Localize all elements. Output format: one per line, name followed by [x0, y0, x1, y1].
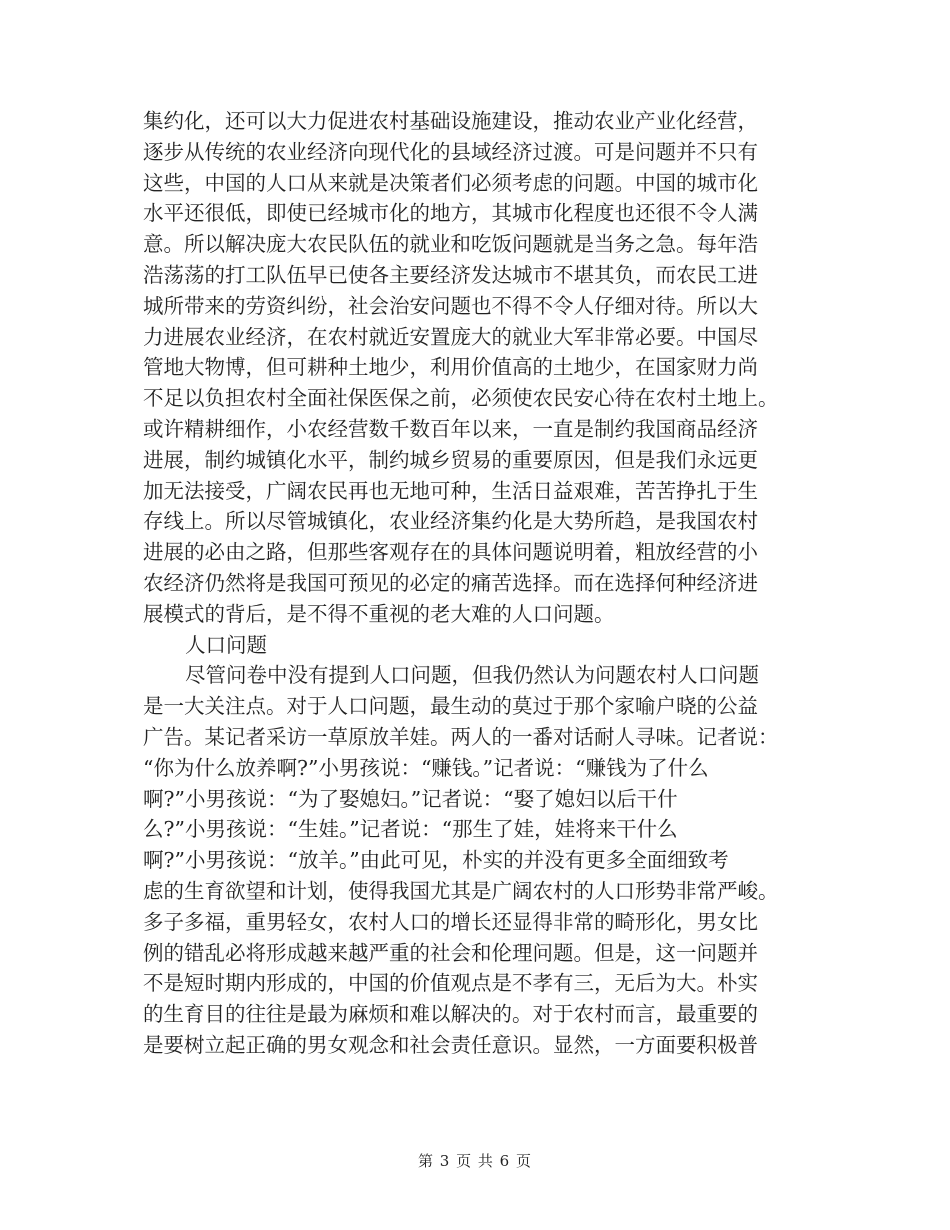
text-line: 加无法接受，广阔农民再也无地可种，生活日益艰难，苦苦挣扎于生: [143, 478, 758, 503]
text-line: 么?”小男孩说：“生娃。”记者说：“那生了娃，娃将来干什么: [143, 817, 678, 842]
text-line: 广告。某记者采访一草原放羊娃。两人的一番对话耐人寻味。记者说：: [143, 724, 779, 749]
paragraph-2: [143, 660, 808, 1060]
text-line: 意。所以解决庞大农民队伍的就业和吃饭问题就是当务之急。每年浩: [143, 232, 758, 257]
text-line: 这些，中国的人口从来就是决策者们必须考虑的问题。中国的城市化: [143, 170, 758, 195]
paragraph-1: [143, 106, 808, 630]
text-line: 虑的生育欲望和计划，使得我国尤其是广阔农村的人口形势非常严峻。: [143, 878, 779, 903]
text-line: “你为什么放养啊?”小男孩说：“赚钱。”记者说：“赚钱为了什么: [143, 755, 709, 780]
text-line: 逐步从传统的农业经济向现代化的县域经济过渡。可是问题并不只有: [143, 139, 758, 164]
text-line: 进展的必由之路，但那些客观存在的具体问题说明着，粗放经营的小: [143, 540, 758, 565]
text-line: 例的错乱必将形成越来越严重的社会和伦理问题。但是，这一问题并: [143, 940, 758, 965]
text-line: 进展，制约城镇化水平，制约城乡贸易的重要原因，但是我们永远更: [143, 447, 758, 472]
text-line: 啊?”小男孩说：“放羊。”由此可见，朴实的并没有更多全面细致考: [143, 848, 729, 873]
heading-text: 人口问题: [185, 632, 267, 657]
text-line: 力进展农业经济，在农村就近安置庞大的就业大军非常必要。中国尽: [143, 324, 758, 349]
text-line: 浩荡荡的打工队伍早已使各主要经济发达城市不堪其负，而农民工进: [143, 262, 758, 287]
section-heading: [143, 630, 808, 661]
text-line: 是要树立起正确的男女观念和社会责任意识。显然，一方面要积极普: [143, 1032, 758, 1057]
text-line: 水平还很低，即使已经城市化的地方，其城市化程度也还很不令人满: [143, 201, 758, 226]
text-line: 尽管问卷中没有提到人口问题，但我仍然认为问题农村人口问题: [185, 663, 759, 688]
page-number-footer: 第 3 页 共 6 页: [418, 1152, 532, 1170]
text-line: 农经济仍然将是我国可预见的必定的痛苦选择。而在选择何种经济进: [143, 570, 758, 595]
text-line: 啊?”小男孩说：“为了娶媳妇。”记者说：“娶了媳妇以后干什: [143, 786, 678, 811]
text-line: 多子多福，重男轻女，农村人口的增长还显得非常的畸形化，男女比: [143, 909, 758, 934]
text-line: 的生育目的往往是最为麻烦和难以解决的。对于农村而言，最重要的: [143, 1002, 758, 1027]
text-line: 展模式的背后，是不得不重视的老大难的人口问题。: [143, 601, 615, 626]
body-text: [143, 106, 808, 1061]
text-line: 集约化，还可以大力促进农村基础设施建设，推动农业产业化经营，: [143, 109, 758, 133]
text-line: 或许精耕细作，小农经营数千数百年以来，一直是制约我国商品经济: [143, 416, 758, 441]
text-line: 不足以负担农村全面社保医保之前，必须使农民安心待在农村土地上。: [143, 386, 779, 411]
text-line: 城所带来的劳资纠纷，社会治安问题也不得不令人仔细对待。所以大: [143, 293, 758, 318]
text-line: 管地大物博，但可耕种土地少，利用价值高的土地少，在国家财力尚: [143, 355, 758, 380]
text-line: 存线上。所以尽管城镇化，农业经济集约化是大势所趋，是我国农村: [143, 509, 758, 534]
text-line: 不是短时期内形成的，中国的价值观点是不孝有三，无后为大。朴实: [143, 971, 758, 996]
text-line: 是一大关注点。对于人口问题，最生动的莫过于那个家喻户晓的公益: [143, 694, 758, 719]
